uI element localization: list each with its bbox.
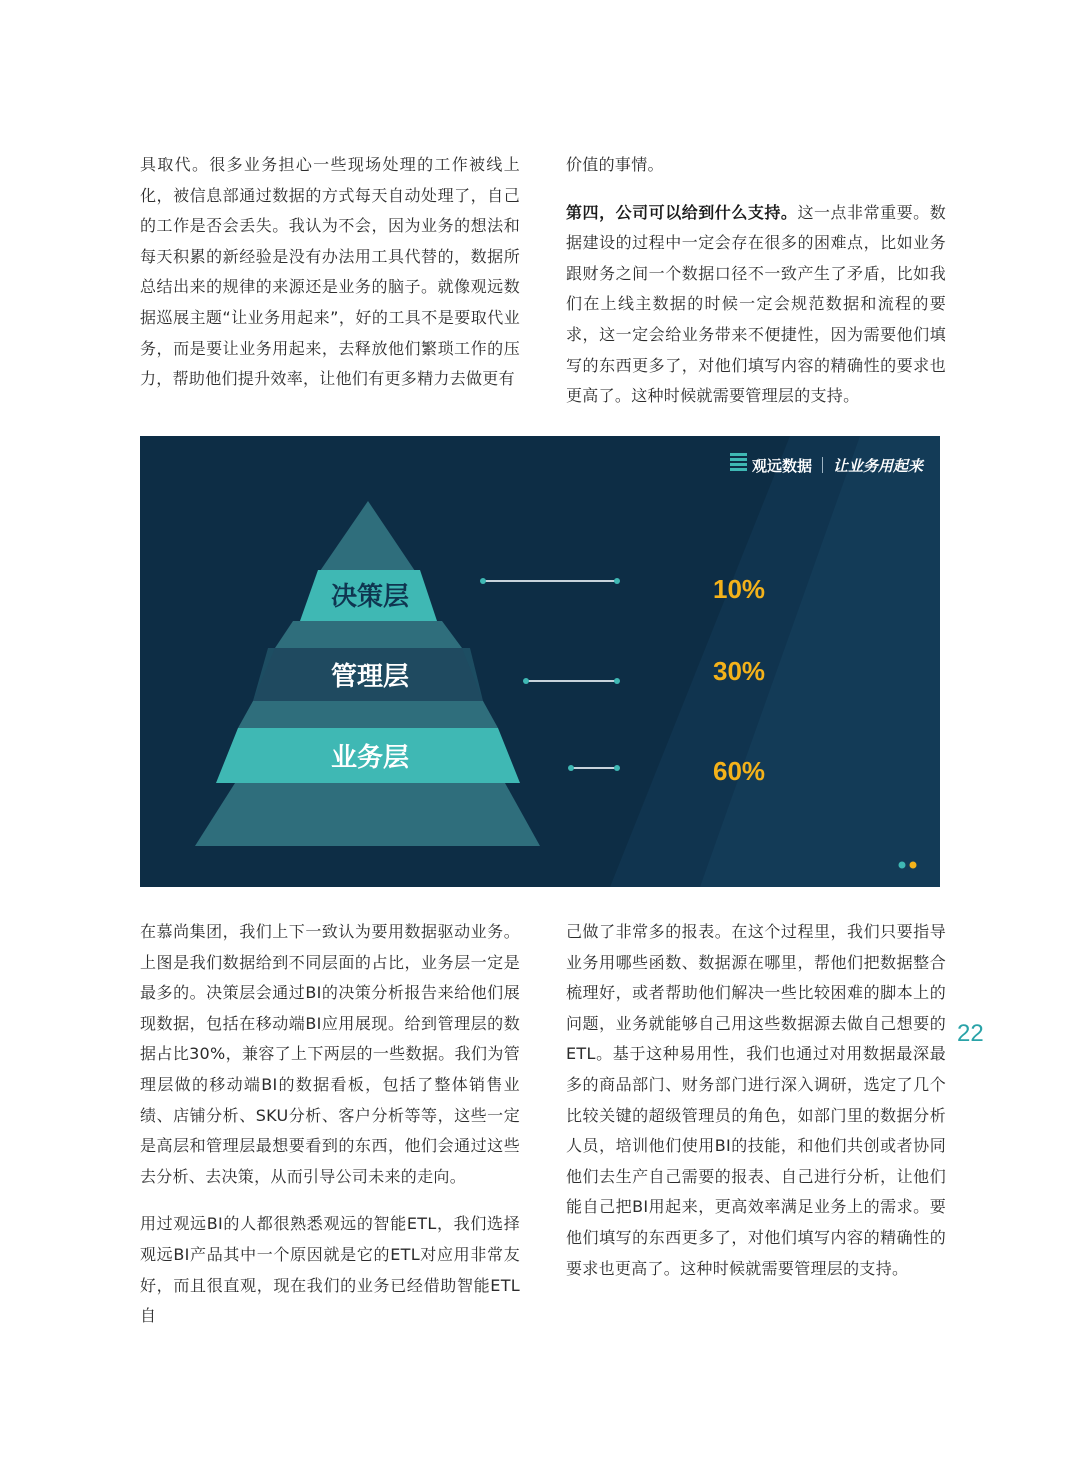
brand-header [728, 450, 923, 480]
connector-dot [480, 578, 486, 584]
percent-business: 60% [713, 756, 766, 786]
brand-slogan: 让业务用起来 [833, 456, 924, 475]
pyramid-top [320, 501, 415, 571]
page-number: 22 [957, 1020, 984, 1047]
paragraph-text: 这一点非常重要。数据建设的过程中一定会存在很多的困难点，比如业务跟财务之间一个数据口径不一致产生了矛盾，比如我们在上线主数据的时候一定会规范数据和流程的要求，这一定会给业务带来不便捷性，因为需要他们填写的东西更多了，对他们填写内容的精确性的要求也更高了。这种时候就需要管理层的支持。 [566, 202, 947, 406]
connector-dot [614, 578, 620, 584]
paragraph: 在慕尚集团，我们上下一致认为要用数据驱动业务。上图是我们数据给到不同层面的占比，业务层一定是最多的。决策层会通过BI的决策分析报告来给他们展现数据，包括在移动端BI应用展现。给到管理层的数据占比30%，兼容了上下两层的一些数据。我们为管理层做的移动端BI的数据看板，包括了整体销售业绩、店铺分析、SKU分析、客户分析等等，这些一定是高层和管理层最想要看到的东西，他们会通过这些去分析、去决策，从而引导公司未来的走向。 [140, 922, 520, 1186]
percent-decision: 10% [713, 574, 766, 604]
brand-divider [822, 457, 823, 473]
layer-label-business: 业务层 [330, 743, 409, 773]
percent-management: 30% [713, 656, 766, 686]
column-bottom-left [140, 917, 520, 1332]
indicator-dot [899, 862, 906, 869]
column-top-right [566, 150, 946, 412]
bold-heading: 第四，公司可以给到什么支持。 [566, 202, 798, 222]
connector-dot [614, 678, 620, 684]
paragraph: 己做了非常多的报表。在这个过程里，我们只要指导业务用哪些函数、数据源在哪里，帮他们把数据整合梳理好，或者帮助他们解决一些比较困难的脚本上的问题，业务就能够自己用这些数据源去做自己想要的ETL。基于这种易用性，我们也通过对用数据最深最多的商品部门、财务部门进行深入调研，选定了几个比较关键的超级管理员的角色，如部门里的数据分析人员，培训他们使用BI的技能，和他们共创或者协同他们去生产自己需要的报表、自己进行分析，让他们能自己把BI用起来，更高效率满足业务上的需求。要他们填写的东西更多了，对他们填写内容的精确性的要求也更高了。这种时候就需要管理层的支持。 [566, 922, 946, 1278]
indicator-dot [910, 862, 917, 869]
pyramid-base [195, 783, 540, 846]
layer-label-management: 管理层 [330, 662, 409, 692]
layer-label-decision: 决策层 [330, 582, 409, 612]
pyramid-band [275, 621, 462, 648]
pyramid-figure [140, 436, 940, 887]
paragraph [566, 198, 946, 412]
paragraph: 具取代。很多业务担心一些现场处理的工作被线上化，被信息部通过数据的方式每天自动处理了，自己的工作是否会丢失。我认为不会，因为业务的想法和每天积累的新经验是没有办法用工具代替的，数据所总结出来的规律的来源还是业务的脑子。就像观远数据巡展主题“让业务用起来”，好的工具不是要取代业务，而是要让业务用起来，去释放他们繁琐工作的压力，帮助他们提升效率，让他们有更多精力去做更有 [140, 155, 520, 389]
paragraph: 价值的事情。 [566, 155, 664, 174]
column-bottom-right [566, 917, 946, 1284]
connector-dot [523, 678, 529, 684]
column-top-left [140, 150, 520, 395]
connector-dot [614, 765, 620, 771]
pyramid-band [238, 701, 498, 728]
paragraph: 用过观远BI的人都很熟悉观远的智能ETL，我们选择观远BI产品其中一个原因就是它的ETL对应用非常友好，而且很直观，现在我们的业务已经借助智能ETL自 [140, 1214, 520, 1326]
connector-dot [568, 765, 574, 771]
pyramid-graphic [140, 436, 940, 887]
brand-name: 观远数据 [752, 456, 813, 475]
